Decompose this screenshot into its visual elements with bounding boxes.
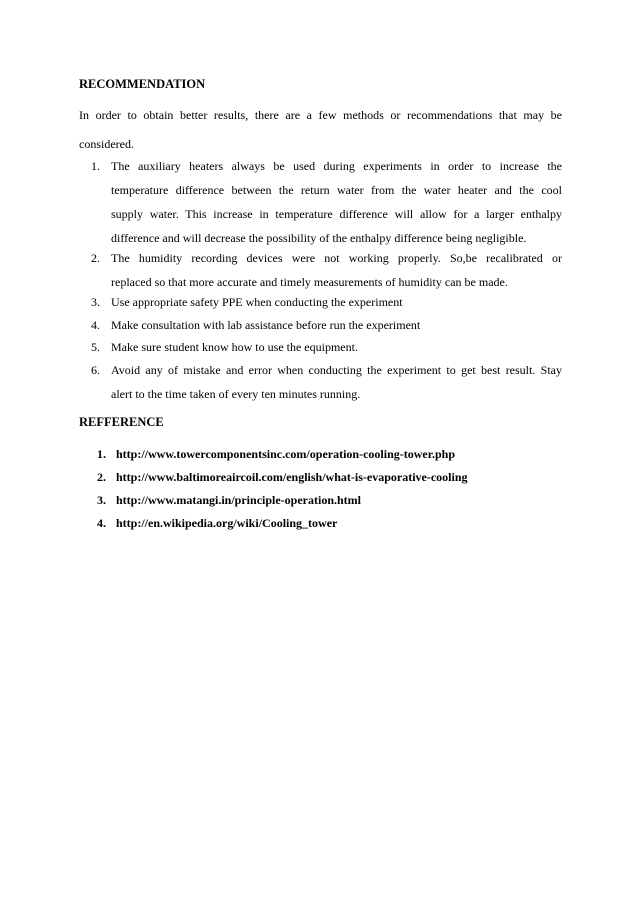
item-line: The humidity recording devices were not working properly. So,be recalibrated or xyxy=(111,251,562,265)
item-line: The auxiliary heaters always be used during experiments in order to increase the xyxy=(111,159,562,173)
item-line: Make consultation with lab assistance before run the experiment xyxy=(111,318,421,332)
reference-link[interactable]: http://www.matangi.in/principle-operation.html xyxy=(116,493,362,507)
item-line: alert to the time taken of every ten minutes running. xyxy=(111,387,361,401)
list-number: 2. xyxy=(97,470,106,484)
item-line: Use appropriate safety PPE when conducting the experiment xyxy=(111,295,403,309)
item-line: Avoid any of mistake and error when conducting the experiment to get best result. Stay xyxy=(111,363,562,377)
list-number: 6. xyxy=(91,363,100,377)
list-number: 1. xyxy=(97,447,106,461)
list-number: 3. xyxy=(97,493,106,507)
list-number: 1. xyxy=(91,159,100,173)
reference-heading: REFFERENCE xyxy=(79,415,164,429)
item-line: supply water. This increase in temperature difference will allow for a larger enthalpy xyxy=(111,207,562,221)
reference-link[interactable]: http://www.towercomponentsinc.com/operation-cooling-tower.php xyxy=(116,447,455,461)
item-line: temperature difference between the return water from the water heater and the cool xyxy=(111,183,562,197)
reference-item-2 xyxy=(97,466,468,488)
list-number: 2. xyxy=(91,251,100,265)
intro-line: considered. xyxy=(79,137,134,151)
reference-link[interactable]: http://en.wikipedia.org/wiki/Cooling_tower xyxy=(116,516,338,530)
item-line: replaced so that more accurate and timely measurements of humidity can be made. xyxy=(111,275,508,289)
reference-item-3 xyxy=(97,489,361,511)
reference-item-1 xyxy=(97,443,455,465)
intro-line: In order to obtain better results, there are a few methods or recommendations that may be xyxy=(79,108,562,122)
item-line: Make sure student know how to use the equipment. xyxy=(111,340,358,354)
reference-item-4 xyxy=(97,512,337,534)
item-line: difference and will decrease the possibility of the enthalpy difference being negligible. xyxy=(111,231,527,245)
reference-link[interactable]: http://www.baltimoreaircoil.com/english/what-is-evaporative-cooling xyxy=(116,470,468,484)
list-number: 5. xyxy=(91,340,100,354)
list-number: 3. xyxy=(91,295,100,309)
list-number: 4. xyxy=(91,318,100,332)
recommendation-intro xyxy=(79,101,562,159)
list-number: 4. xyxy=(97,516,106,530)
recommendation-heading: RECOMMENDATION xyxy=(79,77,206,91)
